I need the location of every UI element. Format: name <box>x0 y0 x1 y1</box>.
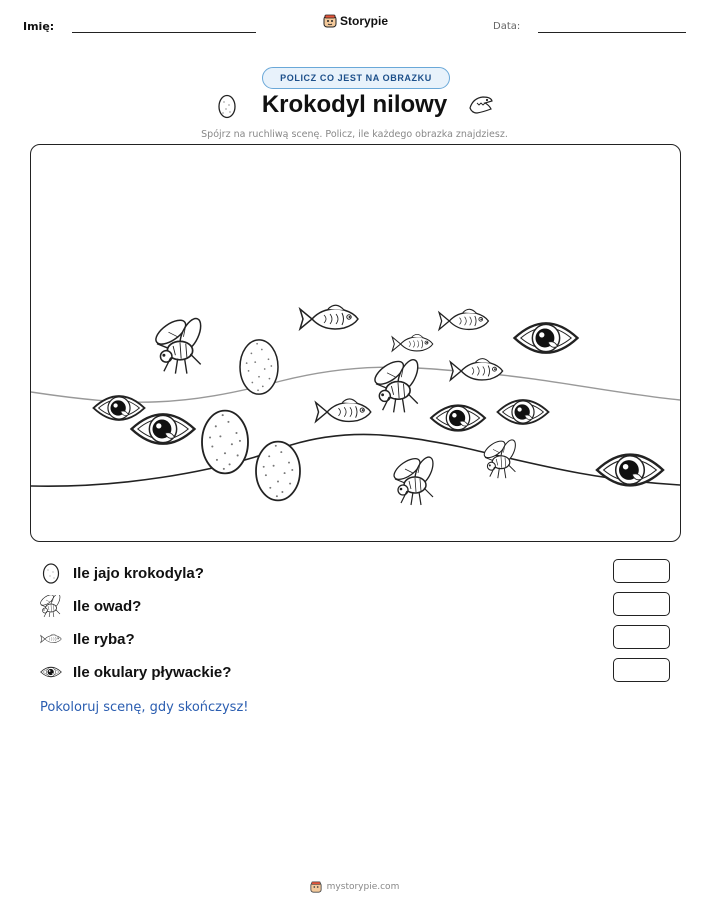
coloring-note: Pokoloruj scenę, gdy skończysz! <box>40 700 249 715</box>
question-text: Ile okulary pływackie? <box>73 663 232 681</box>
date-label: Data: <box>493 21 521 32</box>
question-goggles <box>40 661 231 683</box>
question-text: Ile ryba? <box>73 630 135 648</box>
activity-badge: POLICZ CO JEST NA OBRAZKU <box>262 67 450 89</box>
footer <box>0 881 709 893</box>
fly-icon <box>371 357 422 413</box>
answer-box-flies[interactable] <box>613 592 670 616</box>
eye-icon <box>498 400 549 424</box>
eye-icon <box>515 323 578 352</box>
fly-icon <box>152 315 205 373</box>
question-text: Ile jajo krokodyla? <box>73 564 204 582</box>
egg-icon <box>256 442 300 501</box>
egg-icon <box>202 411 248 474</box>
fish-icon <box>316 399 371 422</box>
fish-icon <box>450 359 502 380</box>
egg-icon <box>40 562 62 584</box>
fish-icon <box>392 334 433 351</box>
fish-icon <box>300 305 358 329</box>
egg-icon <box>240 340 278 394</box>
brand-logo-block <box>323 14 388 28</box>
page-title: Krokodyl nilowy <box>261 91 448 118</box>
storypie-logo-icon <box>323 14 337 28</box>
instructions: Spójrz na ruchliwą scenę. Policz, ile każdego obrazka znajdziesz. <box>201 129 508 140</box>
question-flies <box>40 595 141 617</box>
question-eggs <box>40 562 204 584</box>
counting-scene <box>30 144 681 542</box>
brand-name: Storypie <box>340 14 389 28</box>
date-field[interactable] <box>538 32 686 33</box>
fly-icon <box>391 454 437 505</box>
fly-icon <box>482 438 519 478</box>
eye-icon <box>40 661 62 683</box>
eye-icon <box>597 455 663 486</box>
question-text: Ile owad? <box>73 597 142 615</box>
answer-box-goggles[interactable] <box>613 658 670 682</box>
name-label: Imię: <box>23 20 55 33</box>
name-field[interactable] <box>72 32 256 33</box>
fly-icon <box>40 595 62 617</box>
answer-box-fish[interactable] <box>613 625 670 649</box>
question-fish <box>40 628 135 650</box>
fish-icon <box>439 309 488 329</box>
crocodile-icon <box>467 92 495 120</box>
eye-icon <box>431 405 485 430</box>
answer-box-eggs[interactable] <box>613 559 670 583</box>
fish-icon <box>40 628 62 650</box>
eye-icon <box>132 414 195 443</box>
storypie-logo-icon <box>310 881 322 893</box>
footer-url[interactable]: mystorypie.com <box>326 882 400 892</box>
